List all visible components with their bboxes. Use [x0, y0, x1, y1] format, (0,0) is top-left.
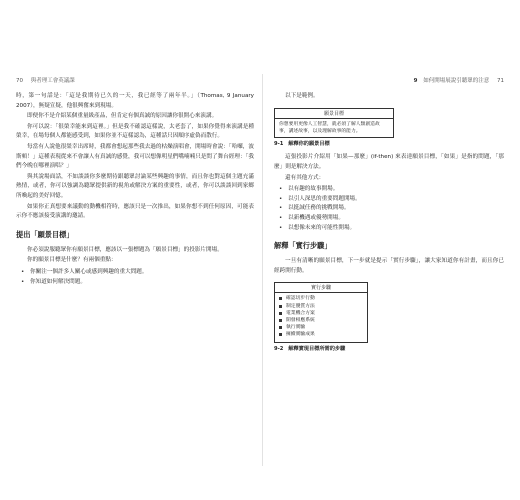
right-page: [268, 70, 510, 470]
bullet-list: [16, 268, 254, 287]
book-gutter: [262, 74, 263, 466]
left-header-title: 與者理工會英議課: [30, 78, 75, 84]
right-page-content: [274, 92, 504, 352]
paragraph: 與其說場面話，不如談談你多麼期待跟聽眾討論某些興趣的事情，而且你也對這個主題充滿熱情，或者，你可以強調為聽眾提供新的視角或解決方案的重要性，或者，你可以談談回到家鄉所喚起的美好回憶。: [16, 173, 254, 199]
list-item: 擁續實驗成果: [279, 331, 363, 338]
figure-caption: [274, 345, 504, 352]
figure-vision-box: [274, 108, 394, 139]
figure-caption: [274, 140, 504, 147]
right-page-number: 71: [497, 78, 504, 84]
paragraph: 你必須說服聽眾你有願景目標，應該以一張標題為「願景目標」的投影片開場。: [27, 246, 223, 253]
section-heading-vision: 提出「願景目標」: [16, 229, 74, 239]
figure-caption-number: 9-1: [274, 141, 284, 148]
figure-caption-number: 9-2: [274, 345, 284, 352]
figure-caption-text: 解釋實現目標所需的步驟: [288, 345, 346, 352]
list-item: 執行實驗: [279, 324, 363, 331]
right-header-title: 如何開場展說引聽眾的注意: [423, 78, 490, 84]
paragraph: 以下是範例。: [285, 93, 319, 99]
left-page-content: [16, 92, 254, 287]
chapter-marker: 9: [413, 78, 418, 84]
list-item: • 以引人深思的重要問題開場。: [274, 195, 504, 205]
list-item: • 以想像未來的可能性開場。: [274, 224, 504, 234]
list-item: • 你關注一個許多人關心或感到興趣的重大問題。: [16, 268, 254, 278]
right-page-header: [414, 76, 504, 84]
figure-steps-box: [274, 282, 368, 342]
paragraph: 你可以說：「很榮幸能來到這裡。」但是我不確認這樣說，太老套了，如果你覺得來演講是種榮幸，在場每個人都能感受到，如果你並不這樣認為，這種話只因順序虛偽而散行。: [16, 123, 254, 140]
figure-box-title: 願景目標: [275, 109, 393, 119]
list-item: • 以挺誠任務的挑戰開場。: [274, 204, 504, 214]
left-page-number: 70: [16, 78, 23, 84]
figure-caption-text: 解釋你的願景目標: [288, 141, 330, 148]
bullet-list: [274, 185, 504, 233]
section-heading-steps: 解釋「實行步驟」: [274, 241, 332, 251]
paragraph: 如果你正真想要來議動的動機相符時，應該只是一次推出，如果你想不到任何原因，可能表示你不應該接受演講的邀請。: [16, 203, 254, 220]
figure-steps-list: [275, 293, 367, 341]
figure-box-title: 實行步驟: [275, 283, 367, 293]
list-item: 開發相應系統: [279, 317, 363, 324]
figure-box-body: 你想要用更像人工智慧，就必須了解人類創造故事，講述故事，以及理解故事的能力。: [279, 121, 380, 134]
paragraph: 你的願景目標是什麼？有兩個重點：: [27, 257, 117, 264]
paragraph: 每當有人說他很榮幸出席時，我都會想起那些我去過的枯燥演唱會，開場時會說：「哈囉，波斯頓！」這種表現從來不會讓人有真誠的感覺，我可以想像明星們嘴喃喃只是問了舞台經理：「我們今晚在哪裡演唱？」: [16, 143, 254, 170]
book-spread: [10, 70, 510, 470]
paragraph: 即便你不是介紹某個重量級產品，但肯定有個真誠的原因讓你很開心來演講。: [27, 113, 218, 120]
list-item: • 你知道如何解決問題。: [16, 278, 254, 288]
left-page-header: [16, 76, 75, 84]
list-item: • 以新機遇或優勢開場。: [274, 214, 504, 224]
left-page: [10, 70, 260, 470]
list-item: 電業機合方案: [279, 310, 363, 317]
paragraph: 一旦有清晰的願景目標，下一步就是提示「實行步驟」，讓大家知道你有計畫，而且你已經跨開行動。: [274, 258, 504, 274]
paragraph: 還有其他方式：: [285, 174, 325, 181]
list-item: 確認切步行動: [279, 295, 363, 302]
list-item: 制定優質方法: [279, 303, 363, 310]
paragraph: 時，第一句話是：「這是我期待已久的一天，我已經等了兩年半。」（Thomas, 9 January 2007），無疑宣疑，他很興奮來到現場。: [16, 93, 254, 109]
paragraph: 這張投影片介紹用「如果—那麼」(if-then) 來表達願景目標，「如果」是指的問題，「那麼」則是解決方法。: [274, 154, 504, 170]
list-item: • 以有趣的故事開場。: [274, 185, 504, 195]
